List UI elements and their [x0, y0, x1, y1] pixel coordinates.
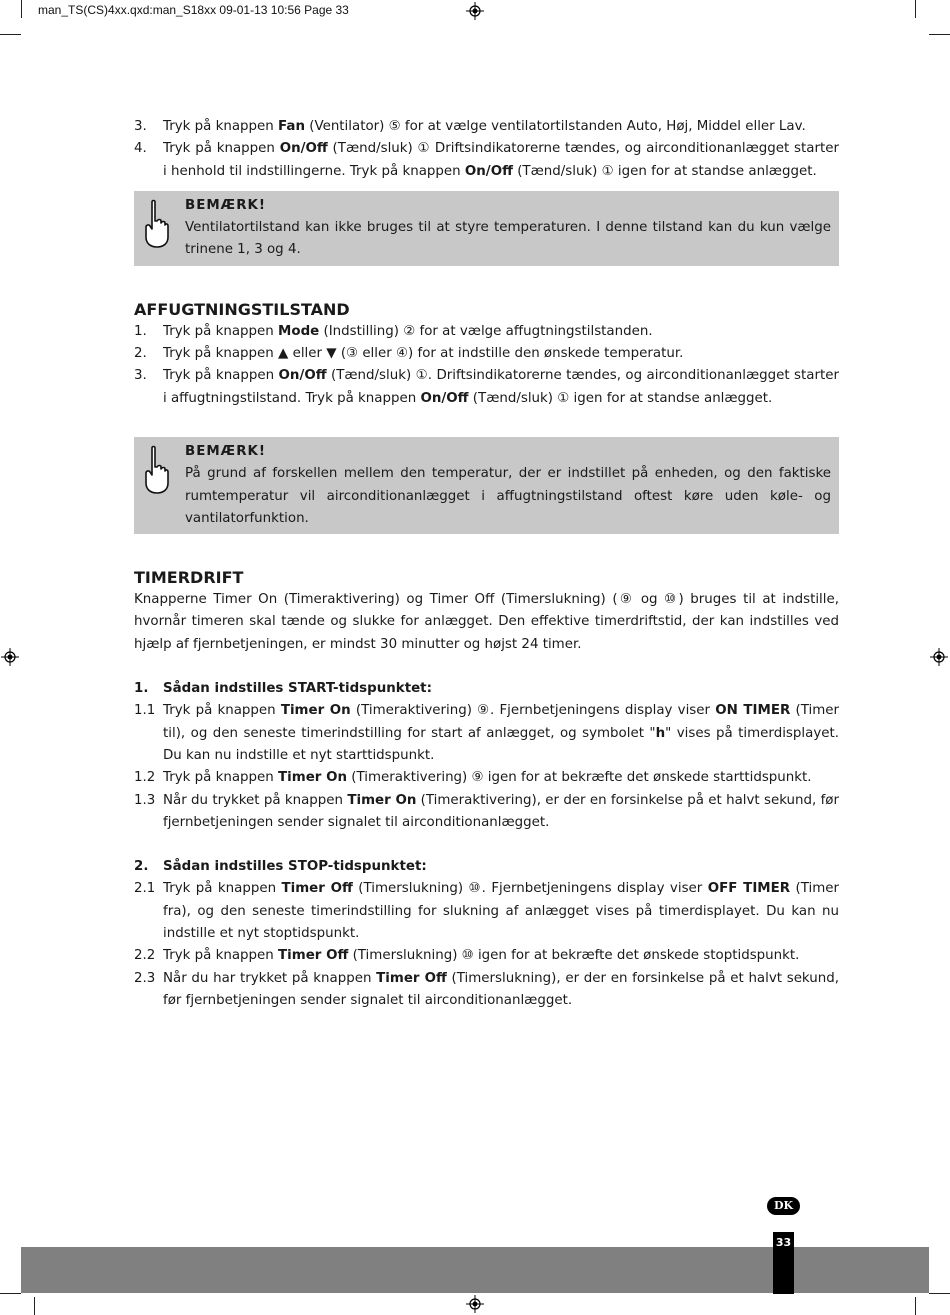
note-box	[134, 191, 839, 266]
page-number: 33	[775, 1236, 792, 1249]
timer-intro: Knapperne Timer On (Timeraktivering) og Timer Off (Timerslukning) (⑨ og ⑩) bruges til at indstille, hvornår timeren skal tænde og slukke for anlægget. Den effektive timerdriftstid, der kan indstilles ved hjælp af fjernbetjeningen, er mindst 30 minutter og højst 24 timer.	[134, 592, 839, 652]
list-item	[134, 767, 839, 789]
list-item-number: 1.2	[134, 770, 156, 786]
list-item-number: 2.1	[134, 881, 156, 897]
print-slug: man_TS(CS)4xx.qxd:man_S18xx 09-01-13 10:56 Page 33	[38, 3, 349, 17]
subsection-heading	[134, 856, 839, 878]
list-item-number: 2.3	[134, 970, 156, 986]
subsection-number: 2.	[134, 859, 149, 875]
list-item	[134, 365, 839, 410]
list-item-text: Tryk på knappen Mode (Indstilling) ② for at vælge affugtningstilstanden.	[163, 323, 653, 339]
list-item-text: Tryk på knappen Timer On (Timeraktivering) ⑨ igen for at bekræfte det ønskede starttidspunkt.	[163, 770, 812, 786]
note-title: BEMÆRK!	[185, 197, 267, 213]
crop-mark	[0, 34, 21, 35]
crop-mark	[929, 34, 950, 35]
list-item-number: 1.3	[134, 792, 156, 808]
registration-mark-icon	[466, 1295, 484, 1313]
list-item-text: Tryk på knappen ▲ eller ▼ (③ eller ④) for at indstille den ønskede temperatur.	[163, 346, 684, 362]
list-item-number: 4.	[134, 141, 147, 157]
list-item	[134, 700, 839, 767]
pointing-hand-icon	[140, 445, 170, 495]
language-badge: DK	[767, 1197, 800, 1215]
list-item-text: Tryk på knappen On/Off (Tænd/sluk) ① Driftsindikatorerne tændes, og airconditionanlægget starter i henhold til indstillingerne. Tryk på knappen On/Off (Tænd/sluk) ① igen for at standse anlægget.	[163, 141, 839, 179]
dry-mode-list	[134, 321, 839, 410]
crop-mark	[21, 0, 22, 18]
note-box	[134, 437, 839, 534]
list-item	[134, 878, 839, 945]
section-heading: TIMERDRIFT	[134, 568, 244, 588]
subsection-heading	[134, 678, 839, 700]
intro-list	[134, 116, 839, 183]
list-item-text: Tryk på knappen Timer On (Timeraktivering) ⑨. Fjernbetjeningens display viser ON TIMER (Timer til), og den seneste timerindstilling for start af anlægget, og symbolet "h" vises på timerdisplayet. Du kan nu indstille et nyt starttidspunkt.	[163, 703, 839, 763]
subsection-title: Sådan indstilles STOP-tidspunktet:	[163, 859, 427, 875]
list-item-text: Tryk på knappen On/Off (Tænd/sluk) ①. Driftsindikatorerne tændes, og airconditionanlægget starter i affugtningstilstand. Tryk på knappen On/Off (Tænd/sluk) ① igen for at standse anlægget.	[163, 368, 839, 406]
list-item	[134, 968, 839, 1013]
list-item	[134, 790, 839, 835]
crop-mark	[929, 1293, 950, 1294]
list-item	[134, 138, 839, 183]
start-steps-list	[134, 700, 839, 834]
crop-mark	[915, 0, 916, 18]
list-item-number: 3.	[134, 368, 147, 384]
list-item-text: Tryk på knappen Fan (Ventilator) ⑤ for at vælge ventilatortilstanden Auto, Høj, Middel eller Lav.	[163, 119, 806, 134]
list-item-number: 1.1	[134, 703, 156, 719]
list-item-text: Tryk på knappen Timer Off (Timerslukning) ⑩ igen for at bekræfte det ønskede stoptidspunkt.	[163, 948, 800, 964]
page-content	[134, 116, 839, 1012]
pointing-hand-icon	[140, 199, 170, 249]
note-text: Ventilatortilstand kan ikke bruges til at styre temperaturen. I denne tilstand kan du kun vælge trinene 1, 3 og 4.	[185, 220, 831, 258]
list-item	[134, 343, 839, 365]
list-item-number: 2.2	[134, 948, 156, 964]
list-item-number: 3.	[134, 119, 147, 134]
list-item-text: Når du trykket på knappen Timer On (Timeraktivering), er der en forsinkelse på et halvt sekund, før fjernbetjeningen sender signalet til airconditionanlægget.	[163, 792, 839, 830]
stop-steps-list	[134, 878, 839, 1012]
registration-mark-icon	[466, 2, 484, 20]
list-item-number: 2.	[134, 346, 147, 362]
crop-mark	[915, 1297, 916, 1315]
subsection-number: 1.	[134, 681, 149, 697]
list-item-number: 1.	[134, 323, 147, 339]
registration-mark-icon	[1, 648, 19, 666]
registration-mark-icon	[930, 648, 948, 666]
note-text: På grund af forskellen mellem den temperatur, der er indstillet på enheden, og den faktiske rumtemperatur vil airconditionanlægget i affugtningstilstand oftest køre uden køle- og vantilatorfunktion.	[185, 466, 831, 526]
subsection-title: Sådan indstilles START-tidspunktet:	[163, 681, 432, 697]
list-item	[134, 321, 839, 343]
list-item-text: Tryk på knappen Timer Off (Timerslukning) ⑩. Fjernbetjeningens display viser OFF TIMER (Timer fra), og den seneste timerindstilling for slukning af anlægget vises på timerdisplayet. Du kan nu indstille et nyt stoptidspunkt.	[163, 881, 839, 942]
section-heading: AFFUGTNINGSTILSTAND	[134, 299, 350, 319]
crop-mark	[0, 1293, 21, 1294]
list-item	[134, 116, 839, 138]
list-item	[134, 945, 839, 967]
note-title: BEMÆRK!	[185, 443, 267, 459]
crop-mark	[34, 1297, 35, 1315]
list-item-text: Når du har trykket på knappen Timer Off (Timerslukning), er der en forsinkelse på et halvt sekund, før fjernbetjeningen sender signalet til airconditionanlægget.	[163, 970, 840, 1008]
